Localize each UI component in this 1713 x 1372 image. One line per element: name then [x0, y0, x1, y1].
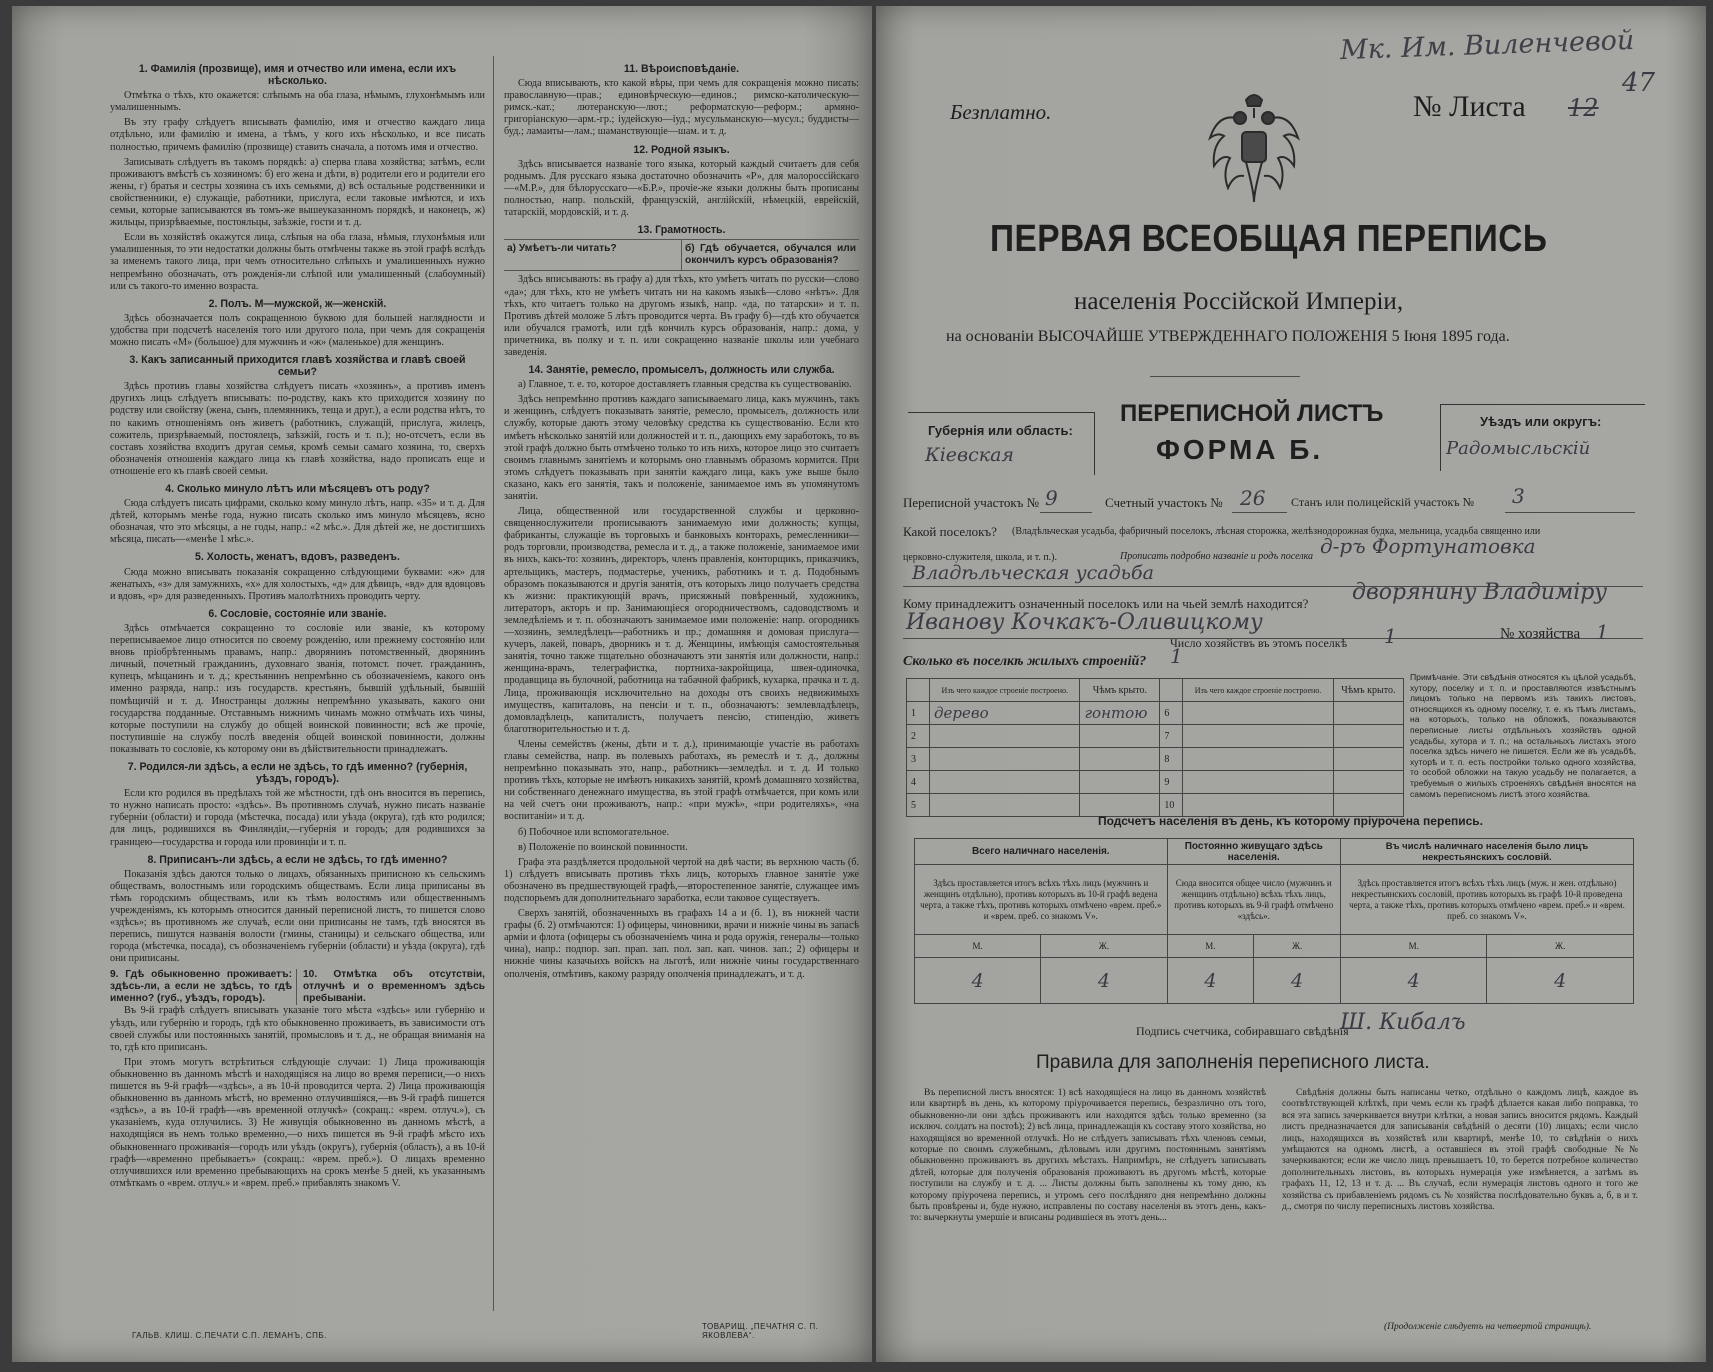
- form-title: ПЕРЕПИСНОЙ ЛИСТЪ: [1120, 400, 1384, 427]
- buildings-col-roof-2: Чѣмъ крыто.: [1333, 679, 1403, 702]
- census-subtitle: населенія Россійской Имперіи,: [1074, 288, 1404, 315]
- split-heading: [110, 969, 485, 1005]
- female-header: Ж.: [1254, 935, 1341, 958]
- archive-handwritten-note: Мк. Им. Виленчевой: [1339, 24, 1635, 67]
- settlement-hint: (Владѣльческая усадьба, фабричный поселокъ, лѣсная сторожка, желѣзнодорожная будка, мельница, усадьба священно или: [1012, 526, 1541, 537]
- instruction-heading: 8. Приписанъ-ли здѣсь, а если не здѣсь, то гдѣ именно?: [147, 853, 448, 866]
- instruction-paragraph: Если кто родился въ предѣлахъ той же мѣстности, гдѣ онъ вносится въ перепись, то нужно написать просто: «здѣсь». Въ противномъ случаѣ, нужно писать названіе губерніи (области) и города (мѣстечка, посада) или уѣзда (округа), гдѣ кто родился; для лицъ, родившихся въ Финляндіи,—губернія и городъ; для родившихся за границею—государства и города или провинціи и т. п.: [110, 788, 485, 848]
- instruction-paragraph: При этомъ могутъ встрѣтиться слѣдующіе случаи: 1) Лица проживающія обыкновенно въ данномъ мѣстѣ и находящіяся на лицо во время переписи,—о нихъ пишется въ 9-й графѣ—«здѣсь», а въ 10-й проводится черта. 2) Лица проживающія обыкновенно въ данномъ мѣстѣ, но временно отлучившіяся,—въ 9-й графѣ пишется «здѣсь», а въ 10-й графѣ—«въ временной отлучкѣ» (сокращ.: «врем. отлуч.»), съ указаніемъ, куда отлучились. 3) Не живущія обыкновенно въ данномъ мѣстѣ, а находящіяся въ немъ только временно,—о нихъ пишется въ 9-й графѣ мѣсто ихъ обыкновеннаго проживанія—городъ или уѣздъ (округъ), губернія (область), а въ 10-й графѣ—«временно пребываетъ» (сокращ.: «врем. преб.»). О лицахъ временно отлучившихся или временно пребывающихъ на срокъ менѣе 5 дней, къ указаннымъ отмѣткамъ о «врем. отлуч.» и «врем. преб.» прибавлять знакомъ V.: [110, 1056, 485, 1189]
- row-number: 9: [1160, 771, 1183, 794]
- instruction-heading: 13. Грамотность.: [637, 224, 726, 237]
- building-material-cell[interactable]: [1183, 702, 1333, 725]
- stan-label: Станъ или полицейскій участокъ №: [1291, 495, 1475, 509]
- settlement-hint-2: церковно-служителя, школа, и т. п.).: [903, 552, 1057, 563]
- rules-column-1: Въ переписной листъ вносятся: 1) всѣ находящіеся на лицо въ данномъ хозяйствѣ или квартирѣ въ день, къ которому пріурочивается перепись, безразлично отъ того, обыкновенно-ли они здѣсь проживаютъ или находятся здѣсь только временно (за исключ. солдатъ на постоѣ); 2) всѣ лица, принадлежащія къ составу этого хозяйства, но находящіяся во временной отлучкѣ. Но не слѣдуетъ записывать тѣхъ членовъ семьи, которые по своимъ служебнымъ, дѣловымъ или другимъ постояннымъ занятіямъ обыкновенно проживаютъ въ другихъ мѣстахъ. Напримѣръ, не слѣдуетъ записывать дѣтей, которые для полученія образованія проживаютъ въ другомъ мѣстѣ, которые поступили на службу и т. д. ... Листы должны быть заполнены къ тому дню, къ которому пріурочена перепись, и утромъ сего послѣдняго дня непремѣнно должны быть провѣрены и, буде нужно, исправлены по составу населенія въ этотъ день, какъ-то: вычеркнуты умершіе и вписаны родившіеся въ этотъ день...: [910, 1088, 1266, 1224]
- instruction-paragraph: Лица, общественной или государственной службы и церковно-священнослужители прописываютъ занимаемую ими должность; купцы, фабриканты, служащіе въ торговыхъ и банковыхъ конторахъ, ремесленники—родъ торговли, производства, ремесла и т. д., а также положеніе, занимаемое ими въ нихъ, какъ-то: хозяинъ, директоръ, членъ правленія, конторщикъ, приказчикъ, артельщикъ, мастеръ, подмастерье, ученикъ, работникъ и т. д. Подобнымъ образомъ показываются и другія занятія, отъ которыхъ лицо получаетъ средства къ жизни: практикующій врачъ, присяжный повѣренный, художникъ, литераторъ, акторъ и пр. Занимающіеся огородничествомъ, садоводствомъ и земледѣліемъ и т. п. обозначаютъ занимаемое ими положеніе: напр. огородникъ—хозяинъ, земледѣлецъ—работникъ и пр.; домашняя и домовая прислуга—кучеръ, лакей, поваръ, дворникъ и т. д. Женщины, имѣющія самостоятельныя занятія, точно также тщательно обозначаютъ эти занятія или должности, напр.: женщина-врачъ, телеграфистка, портниха-закройщица, швея-одиночка, продавщица въ булочной, работница на табачной фабрикѣ, кухарка, прачка и т. д. Лица, проживающія исключительно на доходы отъ своихъ недвижимыхъ имуществъ, капиталовъ, на пенсіи и т. п., обозначаютъ: землевладѣлецъ, домовладѣлецъ, капиталистъ, получаетъ пенсію, стипендію, живетъ благотворительностью и т. д.: [504, 506, 859, 735]
- building-material-cell[interactable]: [1183, 748, 1333, 771]
- signature-value[interactable]: Ш. Кибалъ: [1340, 1010, 1466, 1035]
- rules-column-2: Свѣдѣнія должны быть написаны четко, отдѣльно о каждомъ лицѣ, каждое въ соотвѣтствующей клѣткѣ, при чемъ если къ графѣ дѣлается какая либо поправка, то вся эта запись зачеркивается внутри клѣтки, а новая запись вносится рядомъ. Каждый листъ предназначается для записыванія свѣдѣній о десяти (10) лицахъ; если число лицъ, находящихся въ хозяйствѣ или квартирѣ, менѣе 10, то свѣдѣнія о нихъ умѣщаются на одномъ листѣ, а оставшіеся въ этой графѣ свободные №№ зачеркиваются; если же число лицъ превышаетъ 10, то берется потребное количество дополнительныхъ листовъ, въ которыхъ нумерація уже измѣняется, а затѣмъ въ графахъ 11, 12, 13 и т. д. ... Въ случаѣ, если нумерація листовъ одного и того же хозяйства съ прибавленіемъ рядомъ съ № хозяйства послѣдовательно буквъ а, б, в и т. д., смотря по числу переписныхъ листовъ хозяйства.: [1282, 1088, 1638, 1213]
- sheet-number-value: 12: [1568, 94, 1599, 122]
- instruction-heading: 2. Полъ. М—мужской, ж—женскій.: [208, 297, 387, 310]
- count-district-value[interactable]: 26: [1240, 486, 1266, 510]
- households-value[interactable]: 1: [1384, 624, 1397, 648]
- building-material-cell[interactable]: [930, 748, 1080, 771]
- settlement-hint-3: Прописать подробно названіе и родъ поселка: [1120, 551, 1314, 562]
- uezd-label: Уѣздъ или округъ:: [1480, 414, 1602, 429]
- column-divider: [493, 56, 494, 1311]
- printer-imprint-left: ГАЛЬВ. КЛИШ. С.ПЕЧАТИ С.П. ЛЕМАНЪ, СПБ.: [132, 1331, 327, 1340]
- settlement-value-2[interactable]: Владѣльческая усадьба: [912, 562, 1154, 584]
- buildings-col-roof: Чѣмъ крыто.: [1080, 679, 1160, 702]
- building-material-cell[interactable]: [930, 794, 1080, 817]
- instruction-heading: 12. Родной языкъ.: [633, 143, 730, 156]
- census-title: ПЕРВАЯ ВСЕОБЩАЯ ПЕРЕПИСЬ: [990, 218, 1548, 260]
- gubernia-value[interactable]: Кіевская: [925, 444, 1014, 466]
- instruction-heading: 3. Какъ записанный приходится главѣ хозяйства и главѣ своей семьи?: [129, 354, 466, 379]
- count-cell[interactable]: 4: [915, 958, 1041, 1004]
- count-header-permanent: Постоянно живущаго здѣсь населенія.: [1167, 839, 1340, 865]
- archive-sheet-number: 47: [1622, 68, 1656, 98]
- building-roof[interactable]: гонтою: [1080, 702, 1160, 725]
- count-header-noncrest: Въ числѣ наличнаго населенія было лицъ некрестьянскихъ сословій.: [1340, 839, 1633, 865]
- owner-value-2[interactable]: Иванову Кочкакъ-Оливицкому: [906, 610, 1263, 635]
- instruction-paragraph: Графа эта раздѣляется продольной чертой на двѣ части; въ верхнюю часть (б. 1) слѣдуетъ вписывать противъ тѣхъ лицъ, которыхъ главное занятіе уже обозначено въ предшествующей графѣ,—второстепенное занятіе, служащее имъ подспорьемъ для дополнительнаго заработка, если таковое существуетъ.: [504, 856, 859, 904]
- building-roof-cell[interactable]: [1333, 725, 1403, 748]
- row-number: 2: [907, 725, 930, 748]
- population-count-title: Подсчетъ населенія въ день, къ которому пріурочена перепись.: [1098, 814, 1483, 828]
- buildings-table: [906, 678, 1404, 817]
- rule: [1232, 512, 1287, 513]
- row-number: 6: [1160, 702, 1183, 725]
- building-roof-cell[interactable]: [1080, 748, 1160, 771]
- building-roof-cell[interactable]: [1080, 725, 1160, 748]
- instruction-paragraph: Сюда слѣдуетъ писать цифрами, сколько кому минуло лѣтъ, напр. «35» и т. д. Для дѣтей, которымъ менѣе года, нужно писать сколько имъ минуло мѣсяцевъ, ясно обозначая, что это мѣсяцы, а не годы, напр.: «2 мѣс.». Для дѣтей же, не достигшихъ мѣсяца, писать—«менѣе 1 мѣс.».: [110, 498, 485, 546]
- instruction-paragraph: Если въ хозяйствѣ окажутся лица, слѣпыя на оба глаза, нѣмыя, глухонѣмыя или умалишенныя, то эти недостатки должны быть отмѣчены также въ этой графѣ вслѣдъ за именемъ такого лица, при чемъ относительно слѣпыхъ и умалишенныхъ нужно непремѣнно обозначать, отъ рожденія-ли слѣпой или умалишенный (слабоумный) или съ такого-то именно возраста.: [110, 232, 485, 292]
- instruction-paragraph: в) Положеніе по воинской повинности.: [518, 841, 688, 853]
- census-district-value[interactable]: 9: [1045, 486, 1058, 510]
- count-district-label: Счетный участокъ №: [1105, 495, 1223, 510]
- male-header: М.: [1167, 935, 1254, 958]
- uezd-value[interactable]: Радомысльскій: [1446, 438, 1591, 459]
- census-legal-basis: на основаніи ВЫСОЧАЙШЕ УТВЕРЖДЕННАГО ПОЛОЖЕНІЯ 5 Іюня 1895 года.: [946, 328, 1510, 345]
- population-count-table: [914, 838, 1634, 1004]
- buildings-note: Примѣчаніе. Эти свѣдѣнія относятся къ цѣлой усадьбѣ, хутору, поселку и т. п. и проставляются извѣстнымъ лицомъ только на первомъ изъ такихъ листовъ, относящихся къ одному поселку, т. е. къ тѣмъ листамъ, на которыхъ, только на обложкѣ, показываются переписные листы отдѣльныхъ хозяйствъ одной усадьбы, хутора и т. п.; на остальныхъ листахъ этого поселка здѣсь ничего не пишется. Если же въ усадьбѣ, хуторѣ и т. п. есть постройки только одного хозяйства, то особой обложки на такую усадьбу не полагается, а требуемыя о жилыхъ строеніяхъ свѣдѣнія вносятся на самомъ переписномъ листѣ этого хозяйства.: [1410, 672, 1636, 799]
- instruction-paragraph: Показанія здѣсь даются только о лицахъ, обязанныхъ приписною къ сельскимъ обществамъ, волостнымъ или городскимъ обществамъ. Если лица приписаны въ тѣмъ городскимъ обществамъ, или къ тѣмъ волостямъ или общественнымъ учрежденіямъ, къ которымъ относится данный переписной листъ, то пишется слово «здѣсь»; въ противномъ же случаѣ, если они приписаны не тамъ, гдѣ вносятся въ перепись, пишутся названія волости (гмины, станицы) и сельскаго общества, или города (мѣстечка, посада), съ обозначеніемъ губерніи (области) и уѣзда (округа), гдѣ они приписаны.: [110, 868, 485, 965]
- instruction-heading: 4. Сколько минуло лѣтъ или мѣсяцевъ отъ роду?: [165, 483, 430, 495]
- building-roof-cell[interactable]: [1333, 702, 1403, 725]
- instruction-paragraph: Здѣсь обозначается полъ сокращенною буквою для большей наглядности и удобства при подсчетѣ населенія того или другого пола, при чемъ для сокращенія можно писать «М» (большое) для мужчинъ и «ж» (маленькое) для женщинъ.: [110, 312, 485, 348]
- signature-label: Подпись счетчика, собиравшаго свѣдѣнія: [1136, 1024, 1349, 1038]
- settlement-value[interactable]: д-ръ Фортунатовка: [1320, 534, 1536, 558]
- instruction-paragraph: Здѣсь вписывается названіе того языка, который каждый считаетъ для себя роднымъ. Для русскаго языка достаточно обозначить «Р», для малороссійскаго—«М.Р.», для бѣлорусскаго—«Б.Р.», прочіе-же языки должны быть прописаны полностью, напр. польскій, французскій, англійскій, нѣмецкій, еврейскій, татарскій, мордовскій, и т. д.: [504, 158, 859, 219]
- buildings-label: Сколько въ поселкѣ жилыхъ строеній?: [903, 654, 1147, 669]
- building-material-cell[interactable]: [930, 771, 1080, 794]
- instruction-paragraph: Члены семействъ (жены, дѣти и т. д.), принимающіе участіе въ работахъ главы семейства, напр. въ полевыхъ работахъ, въ ремеслѣ и т. д., должны непремѣнно показывать это, напр., работникъ—земледѣл. и т. д. И только противъ тѣхъ, которые не имѣютъ никакихъ занятій, кромѣ домашняго хозяйства, ни собственнаго денежнаго имущества, въ этой графѣ отмѣчается, при комъ или на чей счетъ они проживаютъ, напр.: «при мужѣ», «при родителяхъ», «на воспитаніи» и т. д.: [504, 738, 859, 823]
- literacy-split: [504, 239, 859, 271]
- male-header: М.: [915, 935, 1041, 958]
- buildings-col-material-2: Изъ чего каждое строеніе построено.: [1183, 679, 1333, 702]
- continued-note: (Продолженіе слѣдуетъ на четвертой страницѣ).: [1384, 1322, 1592, 1332]
- instruction-heading: 5. Холость, женатъ, вдовъ, разведенъ.: [195, 551, 400, 564]
- count-cell[interactable]: 4: [1041, 958, 1167, 1004]
- instructions-page: [12, 6, 872, 1362]
- building-roof-cell[interactable]: [1333, 771, 1403, 794]
- building-material[interactable]: дерево: [930, 702, 1080, 725]
- instruction-paragraph: Записывать слѣдуетъ въ такомъ порядкѣ: а) сперва глава хозяйства; затѣмъ, если проживаютъ вмѣстѣ съ хозяиномъ: б) его жена и дѣти, в) родители его и родители его жены, г) братья и сестры хозяина съ ихъ семьями, д) всѣ остальные родственники и свойственники, е) служащіе, работники, прислуга, если таковые имѣются, и ихъ семьи, которые записываются въ томъ-же вышеуказанномъ порядкѣ, и наконецъ, ж) жильцы, призрѣваемые, постояльцы, заѣзжіе, гости и т. д.: [110, 156, 485, 229]
- instruction-paragraph: а) Главное, т. е. то, которое доставляетъ главныя средства къ существованію.: [518, 379, 852, 391]
- instruction-paragraph: Здѣсь отмѣчается сокращенно то сословіе или званіе, къ которому переписываемое лицо относится по своему рожденію, или прежнему состоянію или вновь пріобрѣтеннымъ правамъ, напр.: дворянинъ потомственный, дворянинъ личный, почетный гражданинъ, духовнаго званія, потомст. почет. гражданинъ, купецъ, мѣщанинъ и т. д.; крестьянинъ непремѣнно съ обозначеніемъ, какого онъ именно разряда, напр.: изъ государств. крестьянъ, бывшій удѣльный, бывшій помѣщичій и т. д. Иностранцы должны непремѣнно указывать, какого они государства подданные. Отставнымъ нижнимъ чинамъ можно отмѣчать ихъ чины, которые поступили на службу до общей воинской повинности; всѣ же прочіе, поступившіе на службу послѣ введенія общей воинской повинности, должны показывать то сословіе, къ которому они въ дѣйствительности принадлежатъ.: [110, 622, 485, 755]
- instruction-paragraph: Здѣсь непремѣнно противъ каждаго записываемаго лица, какъ мужчинъ, такъ и женщинъ, слѣдуетъ показывать занятіе, ремесло, промыселъ, должность или службу, которые даютъ этому человѣку средства къ существованію. Если кто имѣетъ нѣсколько занятій или должностей и т. п., дающихъ ему заработокъ, то въ этой графѣ должно быть отмѣчено только то изъ нихъ, которое лицо это считаетъ своимъ главнымъ занятіемъ и которымъ оно главнымъ образомъ кормится. При этомъ слѣдуетъ показывать при занятіи каждаго лица, какъ уже выше было сказано, какъ его занятія, такъ и положеніе, занимаемое имъ въ упомянутомъ занятіи.: [504, 394, 859, 502]
- instructions-column-2: [504, 58, 859, 1313]
- households-label: Число хозяйствъ въ этомъ поселкѣ: [1170, 636, 1348, 650]
- building-roof-cell[interactable]: [1333, 748, 1403, 771]
- count-cell[interactable]: 4: [1254, 958, 1341, 1004]
- building-material-cell[interactable]: [930, 725, 1080, 748]
- instruction-paragraph: б) Побочное или вспомогательное.: [518, 826, 670, 838]
- household-no-value[interactable]: 1: [1596, 620, 1609, 644]
- row-number: 1: [907, 702, 930, 725]
- gubernia-label: Губернія или область:: [928, 423, 1073, 438]
- rules-title: Правила для заполненія переписного листа.: [1036, 1052, 1430, 1073]
- row-number: 4: [907, 771, 930, 794]
- male-header: М.: [1340, 935, 1486, 958]
- buildings-value[interactable]: 1: [1170, 644, 1183, 668]
- instruction-paragraph: Сверхъ занятій, обозначенныхъ въ графахъ 14 а и (б. 1), въ нижней части графы (б. 2) отмѣчаются: 1) офицеры, чиновники, врачи и нижніе чины въ запасѣ арміи и флота (офицеры съ обозначеніемъ чина и рода оружія, генералы—только чина), напр.: подпор. зап. прап. зап. пол. зап. кап. чинов. зап.; 2) офицеры и нижніе чины казачьихъ войскъ на льготѣ, или нижніе чины государственнаго ополченія, отмѣтивъ, какому разряду ополченія принадлежатъ, и т. д.: [504, 908, 859, 980]
- building-material-cell[interactable]: [1183, 771, 1333, 794]
- title-rule: [1150, 376, 1300, 377]
- rule: [1040, 512, 1092, 513]
- count-cell[interactable]: 4: [1487, 958, 1634, 1004]
- count-desc-total: Здѣсь проставляется итогъ всѣхъ тѣхъ лицъ (мужчинъ и женщинъ отдѣльно), противъ которыхъ въ 10-й графѣ ведена черта, а также тѣхъ, противъ которыхъ отмѣчено «врем. преб.» и «врем. преб. со знакомъ V».: [915, 865, 1168, 935]
- instruction-heading: 7. Родился-ли здѣсь, а если не здѣсь, то гдѣ именно? (губернія, уѣздъ, городъ).: [127, 760, 468, 786]
- instruction-heading: 1. Фамилія (прозвище), имя и отчество или имена, если ихъ нѣсколько.: [138, 63, 457, 88]
- stan-value[interactable]: 3: [1512, 484, 1525, 508]
- instruction-paragraph: Отмѣтка о тѣхъ, кто окажется: слѣпымъ на оба глаза, нѣмымъ, глухонѣмымъ или умалишеннымъ.: [110, 90, 485, 114]
- female-header: Ж.: [1041, 935, 1167, 958]
- heading-absence: 10. Отмѣтка объ отсутствіи, отлучнѣ и о временномъ здѣсь пребываніи.: [303, 969, 485, 1005]
- count-cell[interactable]: 4: [1340, 958, 1486, 1004]
- instruction-heading: 6. Сословіе, состояніе или званіе.: [208, 607, 387, 620]
- row-number: 8: [1160, 748, 1183, 771]
- literacy-text: Здѣсь вписывають: въ графу а) для тѣхъ, кто умѣетъ читать по русски—слово «да»; для тѣхъ, кто не умѣетъ читать ни на какомъ языкѣ—слово «нѣтъ». Для тѣхъ, кто читаетъ только на другомъ языкѣ, напр. «да, по татарски» и т. п. Противъ дѣтей моложе 5 лѣтъ проводится черта. Въ графу б)—гдѣ кто обучается или обучался грамотѣ, или гдѣ кончилъ курсъ образованія, напр.: дома, у причетника, въ полку и т. п. или сокращенно названіе школы или учебнаго заведенія.: [504, 274, 859, 358]
- printer-imprint-right: ТОВАРИЩ. „ПЕЧАТНЯ С. П. ЯКОВЛЕВА“.: [702, 1322, 819, 1340]
- free-label: Безплатно.: [950, 100, 1052, 124]
- female-header: Ж.: [1487, 935, 1634, 958]
- instruction-heading: 11. Вѣроисповѣданіе.: [623, 63, 740, 75]
- count-desc-permanent: Сюда вносится общее число (мужчинъ и женщинъ отдѣльно) всѣхъ тѣхъ лицъ, противъ которыхъ въ 9-й графѣ отмѣчено «здѣсь».: [1167, 865, 1340, 935]
- row-number: 7: [1160, 725, 1183, 748]
- instruction-heading: 14. Занятіе, ремесло, промыселъ, должность или служба.: [528, 364, 835, 377]
- literacy-a-heading: а) Умѣетъ-ли читать?: [504, 240, 682, 270]
- buildings-col-material: Изъ чего каждое строеніе построено.: [930, 679, 1080, 702]
- row-number: 5: [907, 794, 930, 817]
- literacy-b-heading: б) Гдѣ обучается, обучался или окончилъ курсъ образованія?: [685, 243, 856, 267]
- building-roof-cell[interactable]: [1080, 771, 1160, 794]
- form-letter: ФОРМА Б.: [1156, 434, 1324, 465]
- instruction-paragraph: Въ 9-й графѣ слѣдуетъ вписывать указаніе того мѣста «здѣсь» или губернію и уѣздъ, или губернію и городъ, гдѣ кто обыкновенно проживаетъ, въ зависимости отъ своей службы или постоянныхъ занятій, промысловъ и т. д., не обращая вниманія на то, гдѣ кто приписанъ.: [110, 1005, 485, 1053]
- owner-label: Кому принадлежитъ означенный поселокъ или на чьей землѣ находится?: [903, 596, 1309, 611]
- rule: [1505, 512, 1635, 513]
- row-number: 3: [907, 748, 930, 771]
- heading-residence: 9. Гдѣ обыкновенно проживаетъ: здѣсь-ли, а если не здѣсь, то гдѣ именно? (губ., уѣздъ, городъ).: [110, 969, 297, 1005]
- instruction-paragraph: Въ эту графу слѣдуетъ вписывать фамилію, имя и отчество каждаго лица отдѣльно, или фамилію и имена, а тѣмъ, у кого ихъ нѣсколько, и все писать полностью, причемъ фамилію (прозвище) ставить сначала, а потомъ имя и отчество.: [110, 117, 485, 153]
- instructions-column-1: [110, 58, 485, 1313]
- row-number: 10: [1160, 794, 1183, 817]
- count-header-total: Всего наличнаго населенія.: [915, 839, 1168, 865]
- census-district-label: Переписной участокъ №: [903, 495, 1040, 510]
- instruction-paragraph: Сюда вписывають, кто какой вѣры, при чемъ для сокращенія можно писать: православную—прав.; единовѣрческую—единов.; римско-католическую—римск.-кат.; лютеранскую—лют.; реформатскую—реформ.; армяно-григоріанскую—арм.-гр.; іудейскую—іуд.; мусульманскую—мусул.; буддисты—буд.; ламаиты—лам.; шаманствующіе—шам. и т. д.: [504, 78, 859, 138]
- building-material-cell[interactable]: [1183, 725, 1333, 748]
- instruction-paragraph: Сюда можно вписывать показанія сокращенно слѣдующими буквами: «ж» для женатыхъ, «з» для замужнихъ, «х» для холостыхъ, «д» для дѣвицъ, «вд» для вдовцовъ и вдовъ, «р» для разведенныхъ. Противъ малолѣтнихъ проводить черту.: [110, 566, 485, 602]
- instruction-paragraph: Здѣсь противъ главы хозяйства слѣдуетъ писать «хозяинъ», а противъ именъ другихъ лицъ слѣдуетъ вписывать: по-родству, какъ кто приходится хозяину по родству или свойству (жена, сынъ, племянникъ, теща и друг.), а если родства нѣтъ, то по какимъ отношеніямъ онъ живетъ (работникъ, служащій, прислуга, жилецъ, сожитель, призрѣваемый, постоялецъ, заѣзжій, гость и т. п.); но-отсчетъ, если въ составъ хозяйства входитъ другая семья, кромѣ семьи самаго хозяина, то, сверхъ обозначенія отношенія каждаго лица къ главѣ хозяйства, надо прописать еще и отношеніе его къ главѣ своей семьи.: [110, 381, 485, 477]
- imperial-eagle-emblem: [1206, 88, 1302, 212]
- count-cell[interactable]: 4: [1167, 958, 1254, 1004]
- count-desc-noncrest: Здѣсь проставляется итогъ всѣхъ тѣхъ лицъ (муж. и жен. отдѣльно) некрестьянскихъ сословій, противъ которыхъ въ графѣ 10-й проведена черта, а также тѣхъ, противъ которыхъ отмѣчено «врем. преб.» и «врем. преб. со знакомъ V».: [1340, 865, 1633, 935]
- household-no-label: № хозяйства: [1500, 626, 1581, 642]
- owner-value[interactable]: дворянину Владиміру: [1352, 580, 1608, 605]
- sheet-number-label: № Листа: [1413, 90, 1526, 123]
- settlement-label: Какой поселокъ?: [903, 524, 997, 539]
